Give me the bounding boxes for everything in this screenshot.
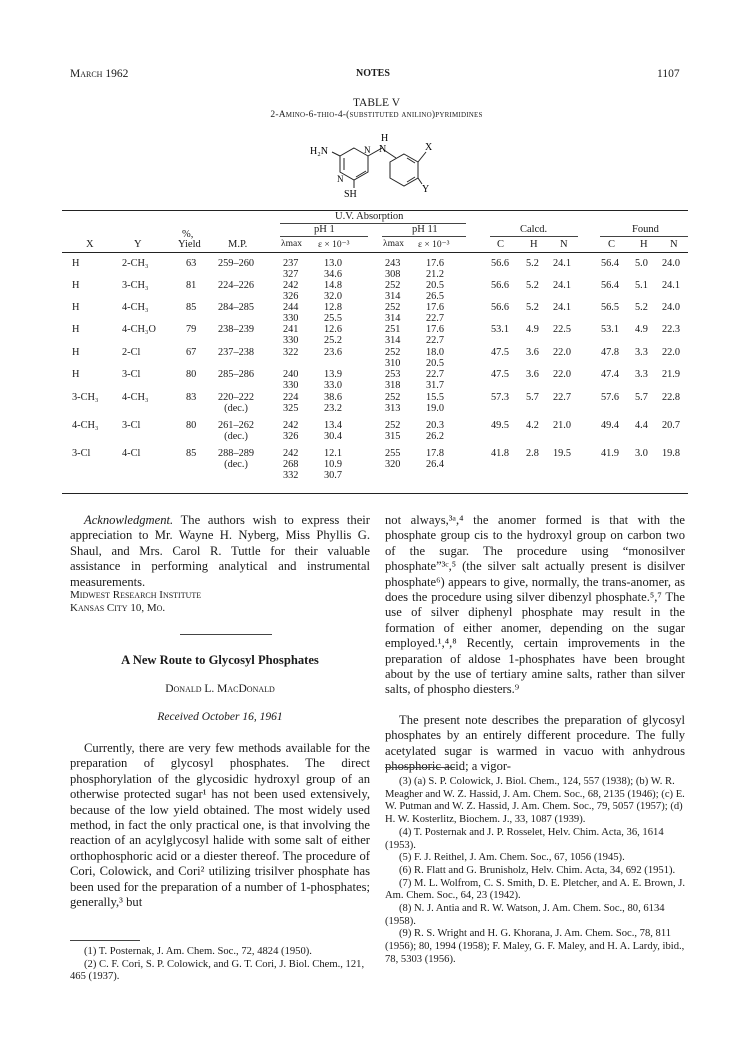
row-calcd-c: 41.8 [491,448,510,459]
row-y: 4-CH₃ [122,302,149,313]
footnote-4: (4) T. Posternak and J. P. Rosselet, Helv. Chim. Acta, 36, 1614 (1953). [385,826,664,851]
structure-label-y: Y [422,184,430,195]
row-lambda-ph1: 241 330 [283,324,299,347]
row-calcd-n: 24.1 [553,280,572,291]
row-calcd-n: 21.0 [553,420,572,431]
body-text-left: Currently, there are very few methods available for the preparation of glycosyl phosphates. The direct phosphorylation of the glycosidic hydroxyl group of an otherwise protected sugar¹ has not been used extensively, because of the low yield obtained. The most widely used method, in fact the only practical one, is that involving the reaction of an acylglycosyl halide with some salt of either orthophosphoric acid or a diester thereof. The procedure of Cori, Colowick, and Cori² utilizing trisilver phosphate has been used for the preparation of a number of 1-phosphates; generally,³ but [70,741,370,910]
footnote-rule-right [385,767,455,768]
body-paragraph-left [70,741,370,910]
row-epsilon-ph11: 17.6 21.2 [426,258,445,281]
row-lambda-ph1: 242 326 [283,280,299,303]
row-lambda-ph11: 252 314 [385,280,401,303]
row-calcd-c: 53.1 [491,324,510,335]
row-calcd-n: 19.5 [553,448,572,459]
row-y: 4-CH₃O [122,324,156,335]
row-x: H [72,369,80,380]
row-found-n: 24.1 [662,280,681,291]
row-yield: 80 [186,369,197,380]
structure-label-n: N [379,144,387,155]
row-calcd-c: 49.5 [491,420,510,431]
col-y-header: Y [134,239,142,250]
row-calcd-c: 56.6 [491,258,510,269]
row-mp: 288–289 (dec.) [218,448,255,471]
acknowledgment-paragraph [70,513,370,590]
row-calcd-h: 3.6 [526,369,539,380]
row-x: H [72,347,80,358]
row-found-h: 3.3 [635,347,648,358]
row-calcd-h: 5.2 [526,302,539,313]
row-calcd-h: 3.6 [526,347,539,358]
row-calcd-c: 47.5 [491,369,510,380]
col-found-n-header: N [670,239,678,250]
row-epsilon-ph1: 13.0 34.6 [324,258,343,281]
row-found-c: 56.5 [601,302,620,313]
row-found-h: 5.2 [635,302,648,313]
ph1-header: pH 1 [314,224,335,235]
row-found-n: 19.8 [662,448,681,459]
row-found-h: 5.1 [635,280,648,291]
row-epsilon-ph11: 17.6 22.7 [426,324,445,347]
row-mp: 284–285 [218,302,255,313]
row-lambda-ph11: 252 313 [385,392,401,415]
row-lambda-ph1: 240 330 [283,369,299,392]
footnote-1: (1) T. Posternak, J. Am. Chem. Soc., 72, 4824 (1950). [84,946,312,957]
row-found-h: 5.0 [635,258,648,269]
row-lambda-ph1: 224 325 [283,392,299,415]
footnote-rule-left [70,940,140,941]
row-mp: 220–222 (dec.) [218,392,255,415]
footnote-7: (7) M. L. Wolfrom, C. S. Smith, D. E. Pletcher, and A. E. Brown, J. Am. Chem. Soc., 64, 23 (1942). [385,877,686,902]
col-mp-header: M.P. [228,239,248,250]
row-calcd-c: 57.3 [491,392,510,403]
row-lambda-ph1: 242 326 [283,420,299,443]
row-mp: 261–262 (dec.) [218,420,255,443]
row-calcd-n: 22.5 [553,324,572,335]
affiliation-city: Kansas City 10, Mo. [70,602,166,614]
row-y: 3-Cl [122,420,141,431]
row-y: 4-Cl [122,448,141,459]
row-yield: 79 [186,324,197,335]
pyrimidine-structure-diagram [300,132,450,198]
row-found-n: 24.0 [662,302,681,313]
structure-label-x: X [425,142,433,153]
structure-label-sh: SH [344,189,357,198]
row-found-n: 20.7 [662,420,681,431]
structure-label-ring-n1: N [364,145,371,155]
row-x: 3-CH₃ [72,392,99,403]
article-author: Donald L. MacDonald [165,683,275,695]
row-epsilon-ph1: 38.6 23.2 [324,392,343,415]
row-epsilon-ph1: 12.1 10.9 30.7 [324,448,343,482]
row-y: 3-Cl [122,369,141,380]
row-epsilon-ph1: 23.6 [324,347,343,358]
row-found-h: 4.9 [635,324,648,335]
row-calcd-c: 47.5 [491,347,510,358]
row-x: H [72,324,80,335]
row-mp: 238–239 [218,324,255,335]
col-lmax1-header: λmax [281,239,302,249]
row-calcd-n: 24.1 [553,302,572,313]
row-found-c: 56.4 [601,280,620,291]
row-lambda-ph11: 251 314 [385,324,401,347]
row-y: 4-CH₃ [122,392,149,403]
body-paragraph-right-2 [385,713,685,775]
row-yield: 81 [186,280,197,291]
row-epsilon-ph11: 20.3 26.2 [426,420,445,443]
percent-header: %, [182,229,194,240]
col-calcd-n-header: N [560,239,568,250]
row-found-h: 3.0 [635,448,648,459]
row-yield: 85 [186,302,197,313]
row-calcd-h: 4.2 [526,420,539,431]
row-yield: 85 [186,448,197,459]
footnote-8: (8) N. J. Antia and R. W. Watson, J. Am. Chem. Soc., 80, 6134 (1958). [385,903,665,927]
found-group-rule [600,236,688,237]
footnote-9: (9) R. S. Wright and H. G. Khorana, J. Am. Chem. Soc., 78, 811 (1956); 80, 1994 (1958); F. Maley, G. F. Maley, and H. A. Lardy, ibid., 78, 5303 (1956). [385,928,685,965]
row-epsilon-ph11: 22.7 31.7 [426,369,445,392]
footnote-5: (5) F. J. Reithel, J. Am. Chem. Soc., 67, 1056 (1945). [399,852,625,864]
table-header-rule [62,252,688,253]
row-epsilon-ph1: 14.8 32.0 [324,280,343,303]
row-found-h: 4.4 [635,420,648,431]
row-x: H [72,302,80,313]
row-calcd-n: 22.0 [553,347,572,358]
body-text-right-1: not always,³ᵃ,⁴ the anomer formed is that with the phosphate group cis to the hydroxyl group on carbon two of the sugar. The procedure using “monosilver phosphate”³ᶜ,⁵ (the silver salt actually present is disilver phosphate⁶) appears to give, normally, the trans-anomer, as does the procedure using silver dibenzyl phosphate.⁵,⁷ The use of silver diphenyl phosphate may result in the formation of either anomer, depending on the sugar employed.¹,⁴,⁸ Recently, certain improvements in the preparation of aldose 1-phosphates have been brought about by the use of tertiary amine salts, rather than silver salts, of phospho diesters.⁹ [385,513,685,697]
row-y: 3-CH₃ [122,280,149,291]
col-yield-header: Yield [178,239,201,250]
row-lambda-ph1: 242 268 332 [283,448,299,482]
received-date: Received October 16, 1961 [157,711,283,723]
row-yield: 80 [186,420,197,431]
row-found-c: 47.8 [601,347,620,358]
structure-label-h2n: H₂N [310,146,328,157]
row-lambda-ph11: 252 314 [385,302,401,325]
col-x-header: X [86,239,94,250]
structure-label-h: H [381,133,389,144]
ph11-header: pH 11 [412,224,438,235]
row-lambda-ph1: 237 327 [283,258,299,281]
col-found-c-header: C [608,239,616,250]
row-found-c: 56.4 [601,258,620,269]
row-lambda-ph1: 322 [283,347,299,358]
running-header-date: March 1962 [70,68,129,80]
row-found-c: 49.4 [601,420,620,431]
article-title: A New Route to Glycosyl Phosphates [121,653,319,667]
uv-absorption-header: U.V. Absorption [335,211,404,222]
col-calcd-h-header: H [530,239,538,250]
table-subtitle: 2-Amino-6-thio-4-(substituted anilino)pyrimidines [270,110,483,120]
row-calcd-h: 4.9 [526,324,539,335]
row-y: 2-CH₃ [122,258,149,269]
row-calcd-c: 56.6 [491,302,510,313]
uv-group-rule [280,223,466,224]
footnote-6: (6) R. Flatt and G. Brunisholz, Helv. Chim. Acta, 34, 692 (1951). [399,864,676,876]
row-mp: 259–260 [218,258,255,269]
structure-label-ring-n2: N [337,174,344,184]
row-found-c: 41.9 [601,448,620,459]
body-paragraph-right-1 [385,513,685,698]
table-title: TABLE V [352,97,401,109]
row-found-n: 22.3 [662,324,681,335]
calcd-header: Calcd. [520,224,548,235]
acknowledgment-text: The authors wish to express their appreciation to Mr. Wayne H. Nyberg, Miss Phyllis G. Shaul, and Mrs. Carol R. Tuttle for their valuable assistance in performing analytical and instrumental measurements. [70,513,370,589]
row-lambda-ph11: 252 315 [385,420,401,443]
col-eps1-header: ε × 10⁻³ [318,240,350,250]
footnotes-right [385,776,685,967]
col-lmax2-header: λmax [383,239,404,249]
body-text-right-2: The present note describes the preparation of glycosyl phosphates by an entirely different procedure. The fully acetylated sugar is warmed in vacuo with anhydrous phosphoric acid; a vigor- [385,713,685,774]
row-found-h: 3.3 [635,369,648,380]
row-calcd-h: 5.7 [526,392,539,403]
ph1-group-rule [280,236,368,237]
row-x: 4-CH₃ [72,420,99,431]
row-mp: 237–238 [218,347,255,358]
row-calcd-c: 56.6 [491,280,510,291]
row-epsilon-ph11: 18.0 20.5 [426,347,445,370]
calcd-group-rule [490,236,578,237]
row-epsilon-ph1: 12.8 25.5 [324,302,343,325]
article-separator-rule [180,634,272,635]
row-epsilon-ph1: 12.6 25.2 [324,324,343,347]
running-header-section: NOTES [356,68,390,79]
row-yield: 67 [186,347,197,358]
footnotes-left [70,946,370,984]
col-calcd-c-header: C [497,239,505,250]
acknowledgment-label: Acknowledgment. [84,513,174,527]
found-header: Found [632,224,659,235]
footnote-2: (2) C. F. Cori, S. P. Colowick, and G. T. Cori, J. Biol. Chem., 121, 465 (1937). [70,958,365,983]
row-calcd-h: 2.8 [526,448,539,459]
col-found-h-header: H [640,239,648,250]
row-yield: 63 [186,258,197,269]
row-lambda-ph11: 253 318 [385,369,401,392]
row-calcd-n: 24.1 [553,258,572,269]
row-x: H [72,280,80,291]
row-found-n: 24.0 [662,258,681,269]
row-y: 2-Cl [122,347,141,358]
row-lambda-ph11: 243 308 [385,258,401,281]
row-mp: 224–226 [218,280,255,291]
row-found-n: 22.0 [662,347,681,358]
row-found-h: 5.7 [635,392,648,403]
row-calcd-n: 22.7 [553,392,572,403]
page-number: 1107 [657,68,680,80]
row-calcd-h: 5.2 [526,258,539,269]
row-epsilon-ph11: 17.8 26.4 [426,448,445,471]
row-calcd-n: 22.0 [553,369,572,380]
row-x: H [72,258,80,269]
row-x: 3-Cl [72,448,91,459]
row-epsilon-ph1: 13.9 33.0 [324,369,343,392]
row-lambda-ph11: 252 310 [385,347,401,370]
row-found-c: 57.6 [601,392,620,403]
row-found-c: 47.4 [601,369,620,380]
table-bottom-rule [62,493,688,494]
row-found-n: 22.8 [662,392,681,403]
row-mp: 285–286 [218,369,255,380]
row-found-c: 53.1 [601,324,620,335]
row-lambda-ph11: 255 320 [385,448,401,471]
ph11-group-rule [382,236,466,237]
row-epsilon-ph11: 15.5 19.0 [426,392,445,415]
row-calcd-h: 5.2 [526,280,539,291]
row-yield: 83 [186,392,197,403]
row-epsilon-ph1: 13.4 30.4 [324,420,343,443]
row-found-n: 21.9 [662,369,681,380]
row-epsilon-ph11: 17.6 22.7 [426,302,445,325]
row-epsilon-ph11: 20.5 26.5 [426,280,445,303]
row-lambda-ph1: 244 330 [283,302,299,325]
affiliation-institute: Midwest Research Institute [70,589,202,601]
footnote-3: (3) (a) S. P. Colowick, J. Biol. Chem., 124, 557 (1938); (b) W. R. Meagher and W. Z. Hassid, J. Am. Chem. Soc., 68, 2135 (1946); (c) E. W. Putman and W. Z. Hassid, J. Am. Chem. Soc., 79, 5057 (1957); (d) H. W. Kosterlitz, Biochem. J., 33, 1087 (1939). [385,776,685,826]
col-eps2-header: ε × 10⁻³ [418,240,450,250]
